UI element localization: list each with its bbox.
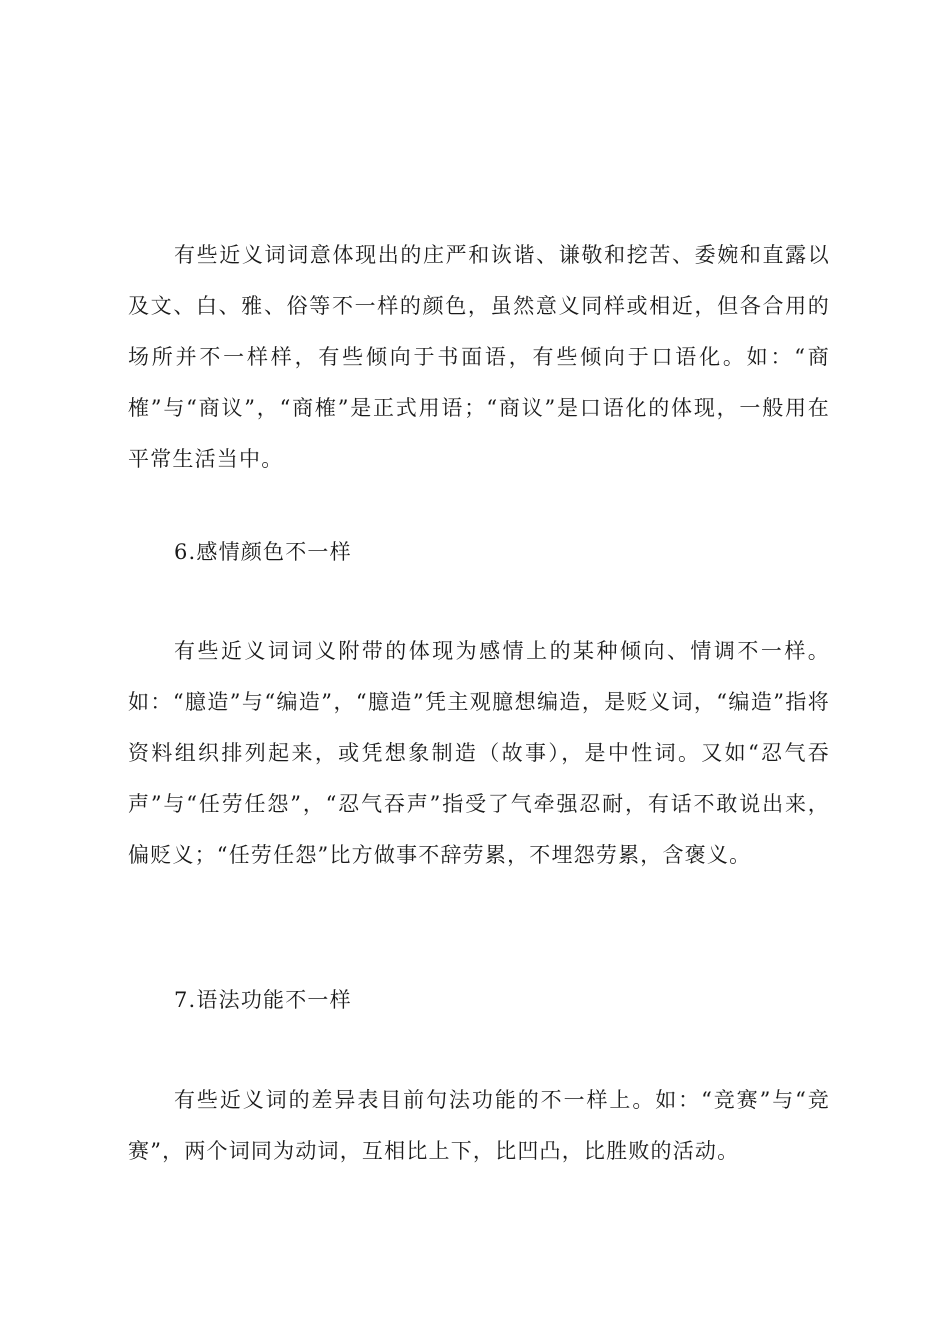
section-heading-7: 7.语法功能不一样 [174,988,352,1012]
paragraph-emotional-color: 有些近义词词义附带的体现为感情上的某种倾向、情调不一样。如：“臆造”与“编造”，“臆造”凭主观臆想编造，是贬义词，“编造”指将资料组织排列起来，或凭想象制造（故事），是中性词。又如“忍气吞声”与“任劳任怨”，“忍气吞声”指受了气牵强忍耐，有话不敢说出来，偏贬义；“任劳任怨”比方做事不辞劳累，不埋怨劳累，含褒义。 [128,639,830,867]
paragraph-grammatical-function: 有些近义词的差异表目前句法功能的不一样上。如：“竞赛”与“竞赛”，两个词同为动词，互相比上下，比凹凸，比胜败的活动。 [128,1088,830,1163]
section-heading-6: 6.感情颜色不一样 [174,540,352,564]
paragraph-register-tone: 有些近义词词意体现出的庄严和诙谐、谦敬和挖苦、委婉和直露以及文、白、雅、俗等不一样的颜色，虽然意义同样或相近，但各合用的场所并不一样样，有些倾向于书面语，有些倾向于口语化。如：“商榷”与“商议”，“商榷”是正式用语；“商议”是口语化的体现，一般用在平常生活当中。 [128,243,830,471]
